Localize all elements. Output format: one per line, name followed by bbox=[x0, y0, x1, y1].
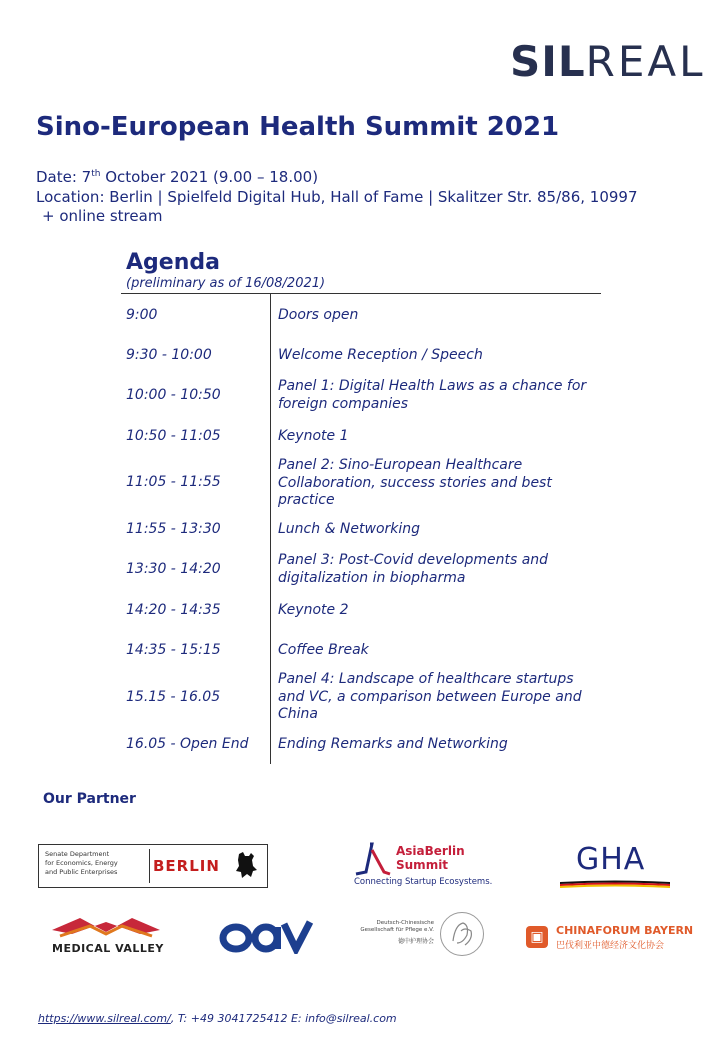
logo-light-text: REAL bbox=[585, 37, 706, 86]
agenda-divider bbox=[121, 293, 601, 294]
agenda-column-divider bbox=[270, 294, 271, 764]
agenda-time: 10:00 - 10:50 bbox=[126, 387, 221, 403]
gha-flag-stripes-icon bbox=[560, 880, 670, 890]
agenda-heading: Agenda bbox=[126, 250, 220, 275]
agenda-desc: Welcome Reception / Speech bbox=[278, 347, 483, 363]
asiaberlin-summit: Summit bbox=[396, 858, 449, 872]
agenda-time: 11:55 - 13:30 bbox=[126, 521, 221, 537]
agenda-time: 14:35 - 15:15 bbox=[126, 642, 221, 658]
date-prefix: Date: 7 bbox=[36, 168, 92, 186]
gha-logo bbox=[560, 842, 670, 892]
event-date bbox=[36, 168, 318, 186]
agenda-time: 15.15 - 16.05 bbox=[126, 689, 221, 705]
agenda-time: 11:05 - 11:55 bbox=[126, 474, 221, 490]
agenda-desc: Panel 3: Post-Covid developments and digitalization in biopharma bbox=[278, 552, 549, 586]
medical-valley-wordmark: MEDICAL VALLEY bbox=[52, 942, 164, 955]
senate-separator bbox=[149, 849, 150, 883]
dcg-hands-icon bbox=[440, 912, 484, 956]
berlin-bear-icon bbox=[231, 850, 261, 882]
page-title: Sino-European Health Summit 2021 bbox=[36, 112, 560, 142]
senate-text bbox=[45, 850, 118, 877]
agenda-time: 9:00 bbox=[126, 307, 158, 323]
agenda-desc: Doors open bbox=[278, 307, 359, 323]
agenda-time: 10:50 - 11:05 bbox=[126, 428, 221, 444]
date-sup: th bbox=[91, 169, 101, 179]
asiaberlin-tagline: Connecting Startup Ecosystems. bbox=[354, 877, 493, 887]
event-location: Location: Berlin | Spielfeld Digital Hub, Hall of Fame | Skalitzer Str. 85/86, 10997 bbox=[36, 188, 638, 206]
agenda-time: 13:30 - 14:20 bbox=[126, 561, 221, 577]
dcg-chinese: 德中护理协会 bbox=[397, 938, 434, 945]
medical-valley-logo bbox=[50, 910, 162, 958]
contact-details: , T: +49 3041725412 E: info@silreal.com bbox=[170, 1012, 397, 1025]
agenda-time: 14:20 - 14:35 bbox=[126, 602, 221, 618]
medical-valley-mark-icon bbox=[50, 910, 162, 940]
senate-line: for Economics, Energy bbox=[45, 859, 118, 867]
senate-line: Senate Department bbox=[45, 850, 110, 858]
gha-wordmark: GHA bbox=[576, 842, 646, 877]
chinaforum-chinese: 巴伐利亚中德经济文化协会 bbox=[556, 941, 665, 951]
dcg-text bbox=[356, 920, 434, 934]
asiaberlin-name: AsiaBerlin bbox=[396, 844, 465, 858]
silreal-logo bbox=[510, 37, 706, 86]
oav-wordmark-icon bbox=[218, 918, 314, 954]
logo-bold-text: SIL bbox=[510, 37, 586, 86]
website-link[interactable]: https://www.silreal.com/ bbox=[38, 1012, 171, 1025]
chinaforum-bayern-logo bbox=[526, 924, 694, 954]
agenda-desc: Panel 1: Digital Health Laws as a chance for foreign companies bbox=[278, 378, 587, 412]
chinaforum-mark-icon: ▣ bbox=[526, 926, 548, 948]
agenda-time: 9:30 - 10:00 bbox=[126, 347, 212, 363]
oav-logo bbox=[218, 918, 314, 954]
dcg-line: Gesellschaft für Pflege e.V. bbox=[360, 927, 434, 933]
chinaforum-name: CHINAFORUM BAYERN bbox=[556, 924, 694, 937]
dcg-pflege-logo bbox=[356, 910, 490, 960]
agenda-desc: Lunch & Networking bbox=[278, 521, 421, 537]
berlin-wordmark: BERLIN bbox=[153, 857, 220, 875]
agenda-desc: Ending Remarks and Networking bbox=[278, 736, 508, 752]
senate-line: and Public Enterprises bbox=[45, 868, 118, 876]
agenda-desc: Keynote 1 bbox=[278, 428, 349, 444]
dcg-line: Deutsch-Chinesische bbox=[376, 920, 434, 926]
agenda-desc: Coffee Break bbox=[278, 642, 369, 658]
agenda-subheading: (preliminary as of 16/08/2021) bbox=[126, 276, 326, 291]
asiaberlin-mark-icon bbox=[352, 842, 392, 876]
agenda-desc: Keynote 2 bbox=[278, 602, 349, 618]
senate-berlin-logo bbox=[38, 844, 268, 888]
asiaberlin-summit-logo bbox=[352, 840, 492, 892]
partners-heading: Our Partner bbox=[43, 791, 136, 807]
footer-contact bbox=[38, 1012, 397, 1025]
agenda-desc: Panel 4: Landscape of healthcare startups and VC, a comparison between Europe and China bbox=[278, 671, 582, 722]
event-stream: + online stream bbox=[42, 207, 163, 225]
date-suffix: October 2021 (9.00 – 18.00) bbox=[100, 168, 319, 186]
agenda-time: 16.05 - Open End bbox=[126, 736, 249, 752]
agenda-desc: Panel 2: Sino-European Healthcare Collaboration, success stories and best practice bbox=[278, 457, 552, 508]
